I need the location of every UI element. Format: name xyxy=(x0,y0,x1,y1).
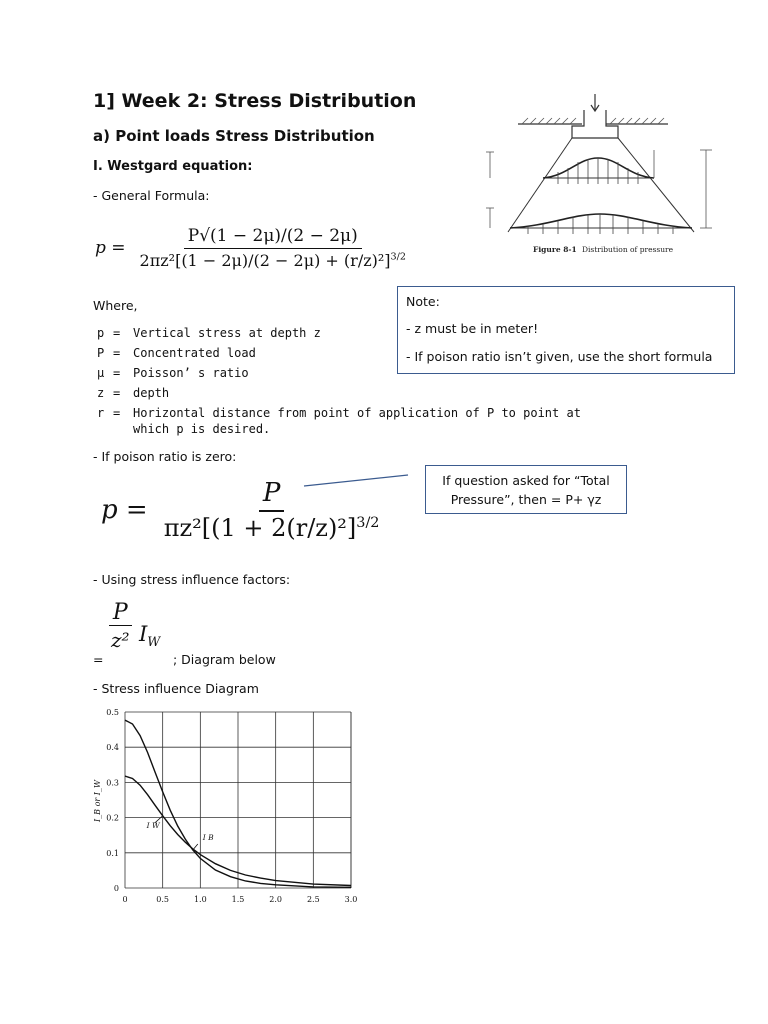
x-tick-label: 1.5 xyxy=(231,895,245,904)
total-pressure-line-2: Pressure”, then = P+ γz xyxy=(450,492,602,507)
note-box xyxy=(397,286,735,374)
y-tick-label: 0.1 xyxy=(106,848,119,858)
formula-zero-lhs: p = xyxy=(101,495,148,525)
where-label: Where, xyxy=(93,298,138,313)
figure-caption-label: Figure 8-1 xyxy=(533,245,577,254)
x-tick-label: 3.0 xyxy=(344,895,358,904)
formula-denominator: 2πz²[(1 − 2μ)/(2 − 2μ) + (r/z)²] xyxy=(139,251,391,270)
zero-poisson-label: - If poison ratio is zero: xyxy=(93,449,237,464)
stress-influence-chart xyxy=(88,702,368,912)
note-line-2: - If poison ratio isn’t given, use the short formula xyxy=(406,349,713,364)
formula-fraction xyxy=(136,226,410,270)
series-label: I W xyxy=(146,820,160,830)
chart-y-axis-label: I_B or I_W xyxy=(93,779,102,822)
westgard-general-formula xyxy=(95,226,410,270)
formula-numerator: P√(1 − 2μ)/(2 − 2μ) xyxy=(184,226,362,249)
x-tick-label: 2.5 xyxy=(306,895,320,904)
x-tick-label: 0 xyxy=(122,895,128,904)
definition-row: μ = Poisson’ s ratio xyxy=(97,366,249,380)
influence-suffix: ; Diagram below xyxy=(173,652,276,667)
y-tick-label: 0.2 xyxy=(106,813,119,823)
influence-denominator: z² xyxy=(111,628,130,652)
figure-caption-text: Distribution of pressure xyxy=(582,245,674,254)
y-tick-label: 0.3 xyxy=(106,778,119,788)
note-line-1: - z must be in meter! xyxy=(406,321,539,336)
definition-row: r = Horizontal distance from point of application of P to point at xyxy=(97,406,581,420)
formula-lhs: p = xyxy=(95,238,126,258)
definition-continuation: which p is desired. xyxy=(133,422,271,436)
chart-grid xyxy=(125,712,351,888)
influence-equals: = xyxy=(93,652,104,667)
total-pressure-line-1: If question asked for “Total xyxy=(442,473,610,488)
y-tick-label: 0.5 xyxy=(106,708,119,717)
general-formula-label: - General Formula: xyxy=(93,188,210,203)
chart-tick-labels xyxy=(106,708,357,904)
definition-row: p = Vertical stress at depth z xyxy=(97,326,321,340)
page-title: 1] Week 2: Stress Distribution xyxy=(93,90,417,112)
formula-zero-denominator: πz²[(1 + 2(r/z)²] xyxy=(163,514,357,542)
total-pressure-note-box xyxy=(425,465,627,514)
section-heading-point-loads: a) Point loads Stress Distribution xyxy=(93,127,375,145)
series-label: I B xyxy=(202,832,214,842)
pressure-distribution-figure xyxy=(478,92,740,262)
influence-factor: $I_W$ xyxy=(139,622,161,650)
section-heading-westgard: I. Westgard equation: xyxy=(93,159,253,174)
x-tick-label: 1.0 xyxy=(193,895,207,904)
x-tick-label: 2.0 xyxy=(269,895,283,904)
definition-row: P = Concentrated load xyxy=(97,346,256,360)
y-tick-label: 0 xyxy=(113,884,119,893)
x-tick-label: 0.5 xyxy=(156,895,170,904)
formula-exponent: 3/2 xyxy=(390,251,406,263)
influence-numerator: P xyxy=(109,600,132,626)
callout-connector xyxy=(300,470,412,490)
influence-factors-label: - Using stress influence factors: xyxy=(93,572,291,587)
influence-fraction xyxy=(107,600,134,652)
y-tick-label: 0.4 xyxy=(106,743,119,753)
formula-zero-exponent: 3/2 xyxy=(356,515,380,531)
stress-influence-diagram-label: - Stress influence Diagram xyxy=(93,681,259,696)
definition-row: z = depth xyxy=(97,386,170,400)
formula-zero-numerator: P xyxy=(259,478,285,512)
note-title: Note: xyxy=(406,294,440,309)
